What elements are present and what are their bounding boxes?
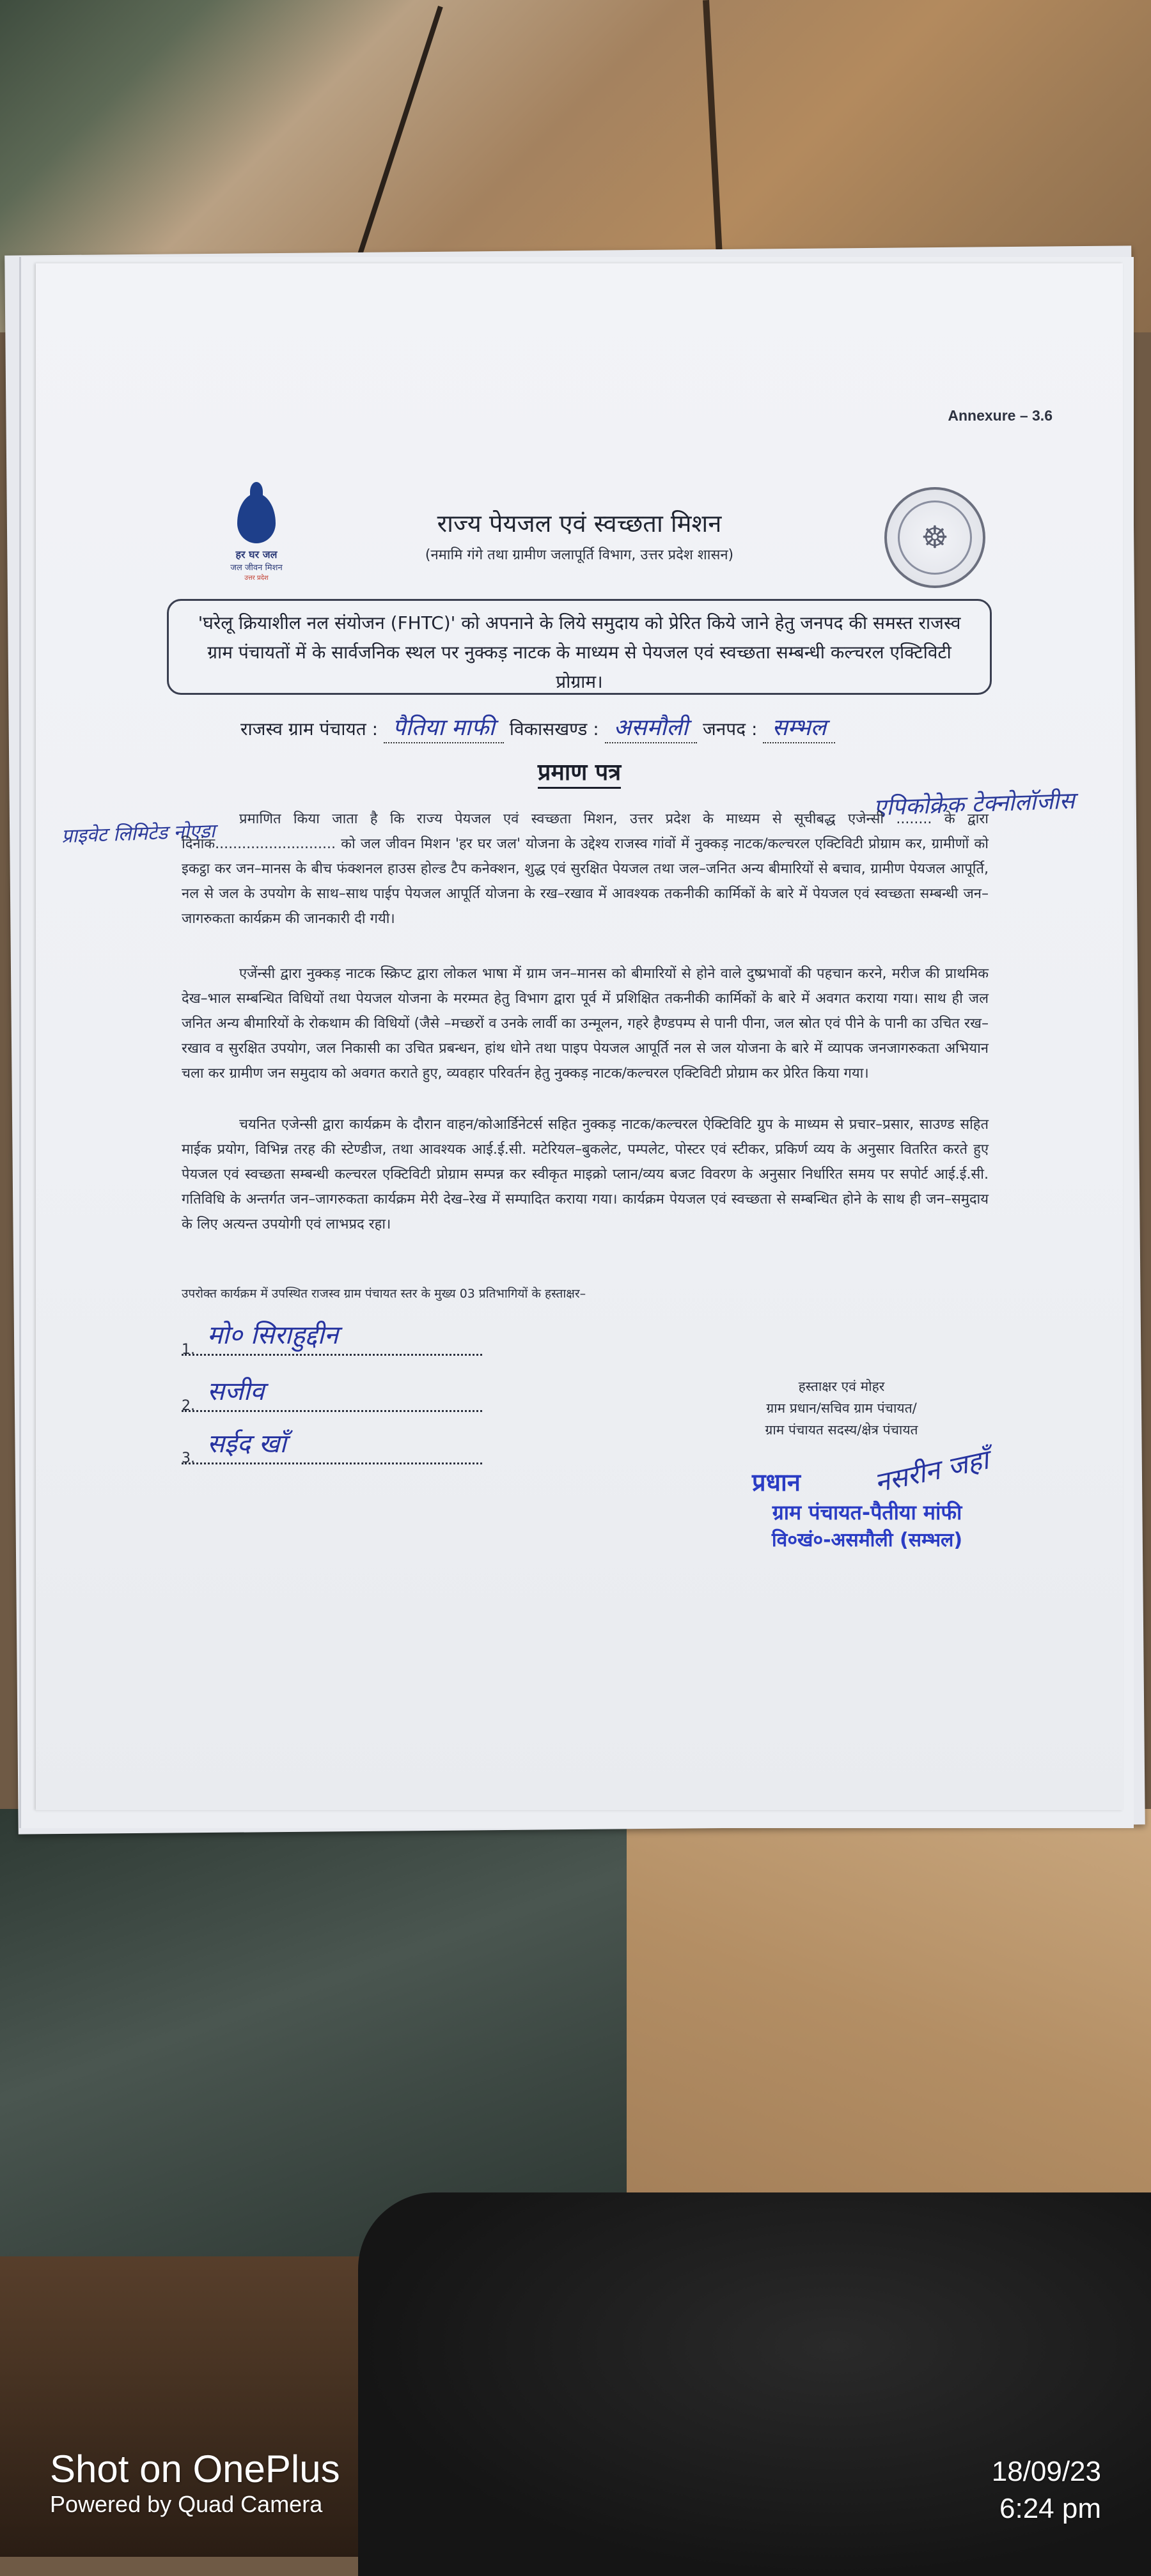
village-label: राजस्व ग्राम पंचायत : — [240, 718, 378, 740]
agency-name-handwritten: प्राइवेट लिमिटेड नोएडा — [61, 819, 215, 848]
document-sheet — [36, 263, 1123, 1810]
seal-role: ग्राम पंचायत सदस्य/क्षेत्र पंचायत — [765, 1422, 918, 1438]
stamp-panchayat: ग्राम पंचायत-पैतीया मांफी — [772, 1500, 962, 1525]
signature-intro: उपरोक्त कार्यक्रम में उपस्थित राजस्व ग्राम पंचायत स्तर के मुख्य 03 प्रतिभागियों के हस्ताक्षर– — [182, 1287, 586, 1301]
block-label: विकासखण्ड : — [509, 718, 599, 740]
line-number: 3. — [182, 1450, 195, 1466]
watermark-time: 6:24 pm — [999, 2493, 1101, 2524]
paragraph: चयनित एजेन्सी द्वारा कार्यक्रम के दौरान वाहन/कोआर्डिनेटर्स सहित नुक्कड़ नाटक/कल्चरल ऐक्टिविटि ग्रुप के माध्यम से प्रचार–प्रसार, साउण्ड सहित माईक प्रयोग, विभिन्न तरह की स्टेण्डीज, तथा आवश्यक आई.ई.सी. मटेरियल–बुकलेट, पम्पलेट, पोस्टर एवं स्टीकर, प्रकिर्ण व्यय के अनुसार वितरित करते हुए पेयजल एवं स्वच्छता सम्बन्धी कल्चरल एक्टिविटी प्रोग्राम सम्पन्न कर स्वीकृत माइक्रो प्लान/व्यय बजट विवरण के अनुसार निर्धारित समय पर सपोर्ट आई.ई.सी. गतिविधि के अन्तर्गत जन–जागरुकता कार्यक्रम मेरी देख–रेख में सम्पादित कराया गया। कार्यक्रम पेयजल एवं स्वच्छता से सम्बन्धित होने के साथ ही जन–समुदाय के लिए अत्यन्त उपयोगी एवं लाभप्रद रहा। — [182, 1117, 989, 1232]
watermark-brand: Shot on OnePlus — [50, 2448, 340, 2490]
participant-signature: सईद खाँ — [207, 1429, 286, 1459]
camera-watermark — [50, 2447, 340, 2518]
agency-name-handwritten: एपिकोक्रेक टेक्नोलॉजीस — [873, 788, 1076, 821]
logo-text: हर घर जल — [235, 548, 278, 561]
district-value: सम्भल — [763, 711, 835, 743]
emblem-icon: ☸ — [898, 500, 972, 575]
logo-text: जल जीवन मिशन — [230, 563, 283, 573]
pradhan-signature: नसरीन जहाँ — [872, 1443, 992, 1499]
participant-signature-line — [182, 1321, 482, 1358]
mission-title: राज्य पेयजल एवं स्वच्छता मिशन — [437, 509, 722, 538]
line-number: 2. — [182, 1398, 195, 1414]
annexure-label: Annexure – 3.6 — [948, 407, 1053, 424]
village-value: पैतिया माफी — [384, 711, 504, 743]
block-value: असमौली — [605, 711, 697, 743]
seal-role: ग्राम प्रधान/सचिव ग्राम पंचायत/ — [766, 1401, 917, 1416]
logo-text: उत्तर प्रदेश — [244, 575, 269, 582]
timestamp-watermark — [992, 2453, 1101, 2527]
district-label: जनपद : — [702, 718, 758, 740]
participant-signature: सजीव — [207, 1377, 265, 1406]
participant-signature-line — [182, 1377, 482, 1414]
paragraph: एजेंन्सी द्वारा नुक्कड़ नाटक स्क्रिप्ट द्वारा लोकल भाषा में ग्राम जन–मानस को बीमारियों से होने वाले दुष्प्रभावों की पहचान करने, मरीज की प्राथमिक देख–भाल सम्बन्धित विधियों तथा पेयजल योजना के मरम्मत हेतु विभाग द्वारा पूर्व में प्रशिक्षित तकनीकी कार्मिकों के बारे में अवगत कराया गया। साथ ही जल जनित अन्य बीमारियों के रोकथाम की विधियों (जैसे –मच्छरों व उनके लार्वी का उन्मूलन, गहरे हैण्डपम्प से पानी पीना, जल स्रोत एवं पीने के पानी का उचित रख–रखाव व सुरक्षित उपयोग, जल निकासी का उचित प्रबन्धन, हांथ धोने तथा पाइप पेयजल आपूर्ति नल से जल योजना के बारे में व्यापक जनजागरुकता अभियान चला कर ग्रामीण जन समुदाय को अवगत कराते हुए, व्यवहार परिवर्तन हेतु नुक्कड़ नाटक/कल्चरल एक्टिविटी प्रोग्राम कर प्रेरित किया गया। — [182, 966, 989, 1082]
seal-caption — [675, 1376, 1008, 1441]
location-line — [240, 711, 835, 743]
watermark-date: 18/09/23 — [991, 2456, 1101, 2487]
participant-signature: मो० सिराहुद्दीन — [207, 1321, 339, 1350]
program-description-box: 'घरेलू क्रियाशील नल संयोजन (FHTC)' को अपनाने के लिये समुदाय को प्रेरित किये जाने हेतु जनपद की समस्त राजस्व ग्राम पंचायतों में के सार्वजनिक स्थल पर नुक्कड़ नाटक के माध्यम से पेयजल एवं स्वच्छता सम्बन्धी कल्चरल एक्टिविटी प्रोग्राम। — [167, 599, 992, 695]
stamp-title: प्रधान — [752, 1468, 801, 1496]
department-subtitle: (नमामि गंगे तथा ग्रामीण जलापूर्ति विभाग, उत्तर प्रदेश शासन) — [425, 547, 734, 563]
seal-label: हस्ताक्षर एवं मोहर — [798, 1379, 885, 1394]
certificate-heading: प्रमाण पत्र — [36, 756, 1123, 787]
paragraph: प्रमाणित किया जाता है कि राज्य पेयजल एवं स्वच्छता मिशन, उत्तर प्रदेश के माध्यम से सूचीबद्ध एजेन्सी ........ के द्वारा दिनांक........................... को जल जीवन मिशन 'हर घर जल' योजना के उद्देश्य राजस्व गांवों में नुक्कड़ नाटक/कल्चरल एक्टिविटी प्रोग्राम कर, ग्रामीणों को इकट्ठा कर जन–मानस के बीच फंक्शनल हाउस होल्ड टैप कनेक्शन, शुद्ध एवं सुरक्षित पेयजल तथा जल–जनित अन्य बीमारियों से बचाव, ग्रामीण पेयजल आपूर्ति, नल से जल के उपयोग के साथ–साथ पाईप पेयजल आपूर्ति योजना के रख–रखाव में आवश्यक तकनीकी कार्मिकों के बारे में पेयजल एवं स्वच्छता सम्बन्धी जन–जागरुकता कार्यक्रम की जानकारी दी गयी। — [182, 811, 989, 927]
watermark-sub: Powered by Quad Camera — [50, 2491, 323, 2517]
participant-signature-line — [182, 1429, 482, 1466]
stamp-block: वि०खं०-असमौली (सम्भल) — [771, 1529, 963, 1551]
line-number: 1. — [182, 1342, 195, 1358]
